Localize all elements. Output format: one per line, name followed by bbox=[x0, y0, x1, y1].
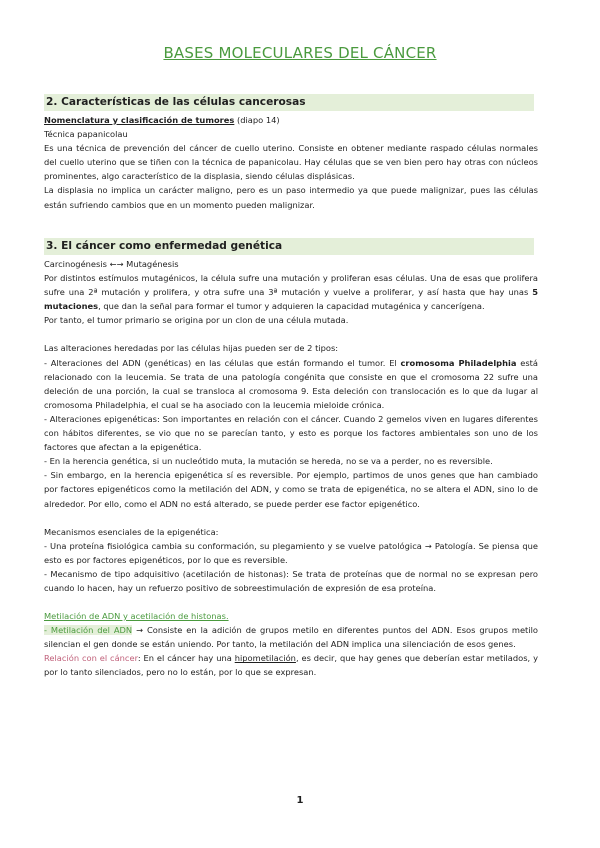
list-item: - Mecanismo de tipo adquisitivo (acetilación de histonas): Se trata de proteínas que de normal no se expresan pero cuando lo hacen, hay un refuerzo positivo de sobreestimulación de expresión de esa proteína. bbox=[44, 568, 538, 593]
list-item: - Sin embargo, en la herencia epigenética sí es reversible. Por ejemplo, partimos de unos genes que han cambiado por factores epigenéticos como la metilación del ADN, y como se trata de epigenética, no se altera el ADN, sino lo de alrededor. Por ello, como el ADN no está alterado, se puede perder ese factor epigenético. bbox=[44, 470, 538, 509]
section-heading-2: 2. Características de las células cancerosas bbox=[44, 94, 534, 111]
nomenclature-ref: (diapo 14) bbox=[234, 115, 280, 125]
paragraph: Las alteraciones heredadas por las células hijas pueden ser de 2 tipos: bbox=[44, 343, 339, 354]
list-item: - Una proteína fisiológica cambia su conformación, su plegamiento y se vuelve patológica → Patología. Se piensa que esto es por factores epigenéticos, por lo que es reversible. bbox=[44, 540, 538, 565]
paragraph: Mecanismos esenciales de la epigenética: bbox=[44, 526, 219, 537]
paragraph: Es una técnica de prevención del cáncer de cuello uterino. Consiste en obtener mediante raspado células normales del cuello uterino que se tiñen con la técnica de papanicolau. Hay células que se ven bien pero hay otras con núcleos prominentes, algo característico de la displasia, siendo células displásicas. bbox=[44, 143, 538, 182]
paragraph: Por tanto, el tumor primario se origina por un clon de una célula mutada. bbox=[44, 315, 349, 326]
colored-term: Relación con el cáncer bbox=[44, 653, 138, 664]
document-title: BASES MOLECULARES DEL CÁNCER bbox=[163, 44, 437, 62]
highlighted-term: - Metilación del ADN bbox=[44, 625, 133, 636]
nomenclature-label: Nomenclatura y clasificación de tumores bbox=[44, 115, 235, 125]
bold-term: cromosoma Philadelphia bbox=[400, 357, 517, 368]
carcinogenesis-line: Carcinogénesis ←→ Mutagénesis bbox=[44, 259, 179, 269]
technique-title: Técnica papanicolau bbox=[44, 129, 128, 140]
paragraph: Relación con el cáncer: En el cáncer hay una hipometilación, es decir, que hay genes que deberían estar metilados, y por lo tanto silenciados, pero no lo están, por lo que se expresan. bbox=[44, 653, 538, 678]
list-item: - Alteraciones del ADN (genéticas) en las células que están formando el tumor. El cromosoma Philadelphia está relacionado con la leucemia. Se trata de una patología congénita que consiste en que el cromosoma 22 sufre una deleción de una porción, la cual se transloca al cromosoma 9. Esta deleción con translocación es lo que da lugar al cromosoma Philadelphia, el cual se ha asociado con la leucemia mieloide crónica. bbox=[44, 357, 538, 410]
page-number: 1 bbox=[296, 795, 304, 806]
list-item: - Alteraciones epigenéticas: Son importantes en relación con el cáncer. Cuando 2 gemelos viven en lugares diferentes con hábitos diferentes, se vio que no se parecían tanto, y esto es porque los factores ambientales son uno de los factores que afectan a la epigenética. bbox=[44, 413, 538, 453]
paragraph: La displasia no implica un carácter maligno, pero es un paso intermedio ya que puede malignizar, pues las células están sufriendo cambios que en un momento pueden malignizar. bbox=[44, 185, 538, 210]
underlined-term: hipometilación bbox=[234, 653, 296, 664]
bold-term: 5 mutaciones bbox=[44, 287, 538, 312]
paragraph: Por distintos estímulos mutagénicos, la célula sufre una mutación y proliferan esas células. Una de esas que prolifera sufre una 2ª mutación y prolifera, y otra sufre una 3ª mutación y vuelve a proliferar, y así hasta que hay unas 5 mutaciones, que dan la señal para formar el tumor y adquieren la capacidad mutagénica y cancerígena. bbox=[44, 273, 538, 312]
section-3-body bbox=[44, 257, 538, 680]
subsection-heading: Metilación de ADN y acetilación de histonas. bbox=[44, 611, 229, 622]
paragraph: - Metilación del ADN → Consiste en la adición de grupos metilo en diferentes puntos del ADN. Esos grupos metilo silencian el gen donde se están uniendo. Por tanto, la metilación del ADN implica una silenciación de esos genes. bbox=[44, 625, 538, 650]
section-2-body bbox=[44, 113, 538, 212]
nomenclature-line bbox=[44, 113, 538, 127]
section-heading-3: 3. El cáncer como enfermedad genética bbox=[44, 238, 534, 255]
list-item: - En la herencia genética, si un nucleótido muta, la mutación se hereda, no se va a perder, no es reversible. bbox=[44, 456, 493, 467]
